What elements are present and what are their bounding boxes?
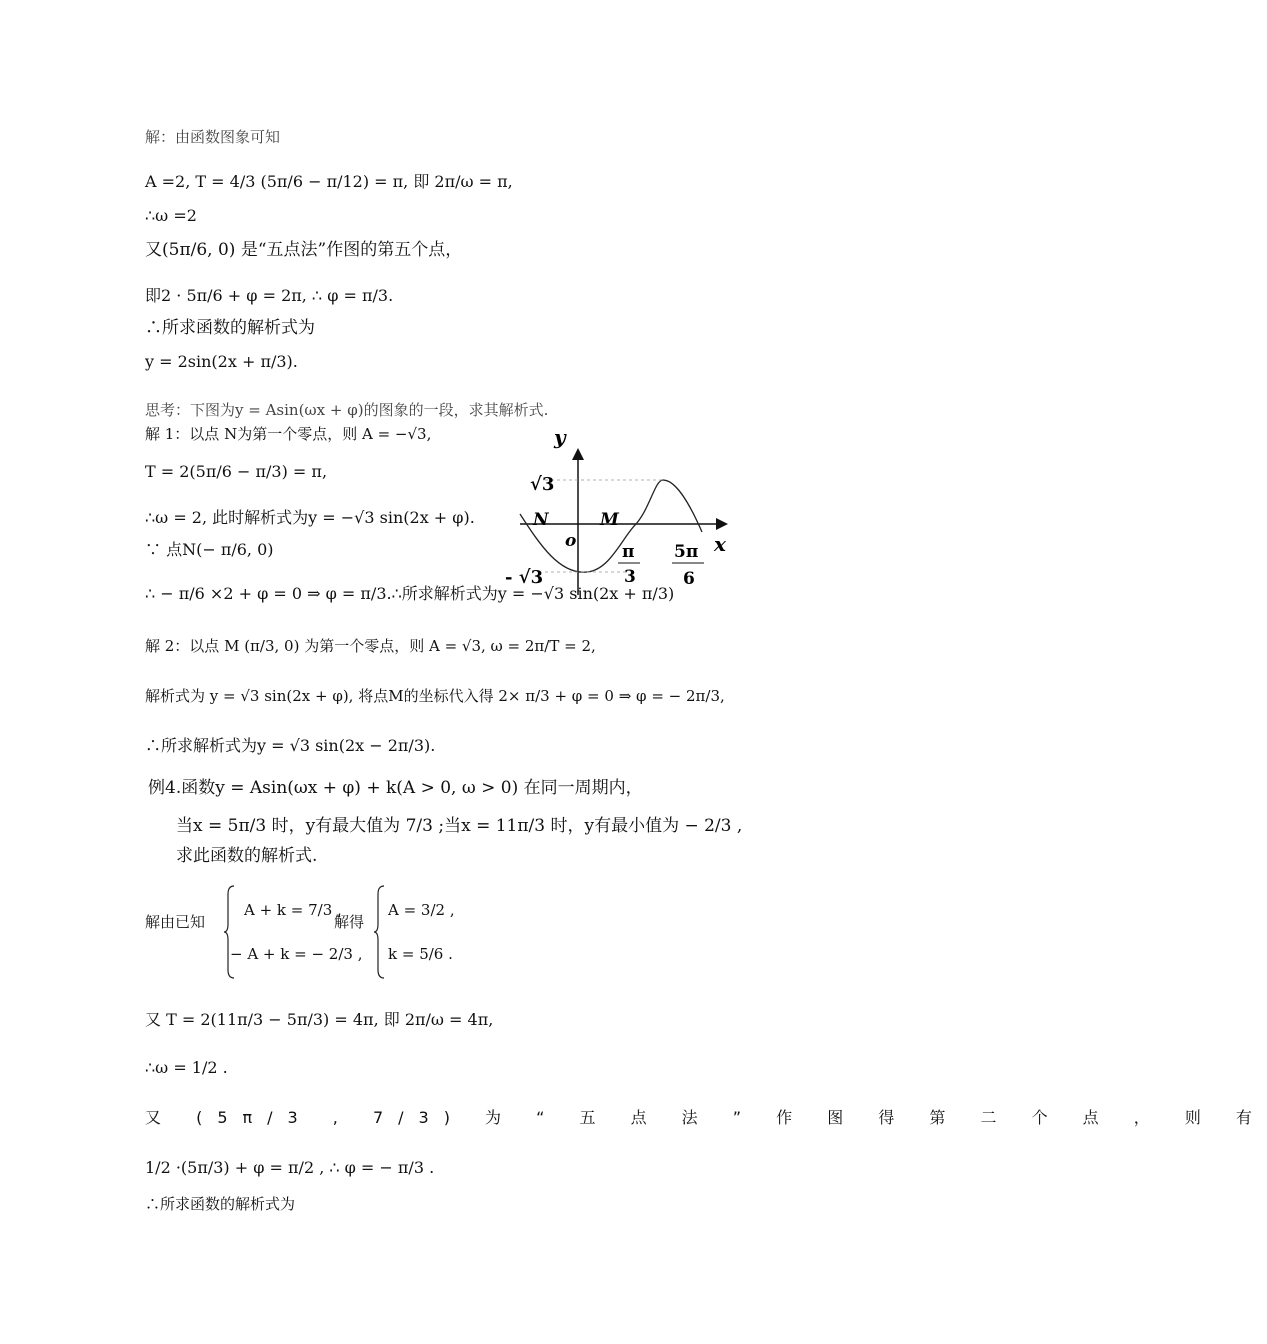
y-axis-label: y <box>554 425 566 449</box>
omega-value: ∴ω = 1/2 . <box>145 1058 228 1077</box>
formula-result: y = 2sin(2x + π/3). <box>145 352 298 371</box>
point-m-label: M <box>600 510 619 530</box>
amplitude-positive-label: √3 <box>530 474 555 495</box>
formula-amplitude-period: A =2, T = 4/3 (5π/6 − π/12) = π, 即 2π/ω = π, <box>145 172 513 191</box>
example-4-statement: 例4.函数y = Asin(ωx + φ) + k(A > 0, ω > 0) 在同一周期内， <box>148 778 643 798</box>
final-conclusion-label: ∴所求函数的解析式为 <box>145 1195 296 1213</box>
solution-1-point-n: ∵ 点N(− π/6, 0) <box>145 540 274 559</box>
example-4-conditions: 当x = 5π/3 时，y有最大值为 7/3 ;当x = 11π/3 时，y有最小值为 − 2/3 , <box>176 816 743 836</box>
tick-5pi-6-denominator: 6 <box>683 569 695 589</box>
solution-1-omega: ∴ω = 2, 此时解析式为y = −√3 sin(2x + φ). <box>145 508 475 527</box>
formula-omega: ∴ω =2 <box>145 206 197 225</box>
x-axis-label: x <box>714 532 726 556</box>
equation-2: − A + k = − 2/3 , <box>230 945 363 963</box>
solution-2-substitute: 解析式为 y = √3 sin(2x + φ), 将点M的坐标代入得 2× π/3 + φ = 0 ⇒ φ = − 2π/3, <box>145 687 725 705</box>
tick-pi-3-denominator: 3 <box>624 567 636 587</box>
thinking-question: 思考：下图为y = Asin(ωx + φ)的图象的一段，求其解析式. <box>145 401 549 419</box>
second-point-note: 又 (5π/3 , 7/3) 为 “ 五 点 法 ” 作 图 得 第 二 个 点 ， 则 有 <box>145 1108 1267 1127</box>
period-calculation: 又 T = 2(11π/3 − 5π/3) = 4π, 即 2π/ω = 4π, <box>145 1010 494 1029</box>
solve-label: 解得 <box>334 913 365 931</box>
solution-1-intro: 解 1：以点 N为第一个零点，则 A = −√3, <box>145 425 432 443</box>
solution-2-result: ∴所求解析式为y = √3 sin(2x − 2π/3). <box>145 736 436 755</box>
solution-k: k = 5/6 . <box>388 945 453 963</box>
example-4-question: 求此函数的解析式. <box>176 846 318 866</box>
solution-a: A = 3/2 , <box>388 901 455 919</box>
system-label: 解由已知 <box>145 913 206 931</box>
phi-calculation: 1/2 ·(5π/3) + φ = π/2 , ∴ φ = − π/3 . <box>145 1158 435 1177</box>
tick-pi-3-numerator: π <box>622 542 635 562</box>
amplitude-negative-label: - √3 <box>505 567 544 588</box>
solution-1-period: T = 2(5π/6 − π/3) = π, <box>145 462 328 481</box>
formula-phi: 即2 · 5π/6 + φ = 2π, ∴ φ = π/3. <box>145 286 394 305</box>
solution-2-intro: 解 2：以点 M (π/3, 0) 为第一个零点，则 A = √3, ω = 2π/T = 2, <box>145 637 596 655</box>
conclusion-label: ∴所求函数的解析式为 <box>145 318 315 338</box>
origin-label: o <box>565 531 577 551</box>
right-brace <box>374 884 386 980</box>
point-n-label: N <box>533 510 549 530</box>
left-brace <box>224 884 236 980</box>
solution-intro: 解：由函数图象可知 <box>145 128 281 146</box>
sine-graph <box>500 420 750 610</box>
tick-5pi-6-numerator: 5π <box>674 542 699 562</box>
five-point-note: 又(5π/6, 0) 是“五点法”作图的第五个点， <box>145 240 463 260</box>
equation-1: A + k = 7/3 , <box>244 901 342 919</box>
solution-1-result: ∴ − π/6 ×2 + φ = 0 ⇒ φ = π/3.∴所求解析式为y = −√3 sin(2x + π/3) <box>145 584 675 603</box>
